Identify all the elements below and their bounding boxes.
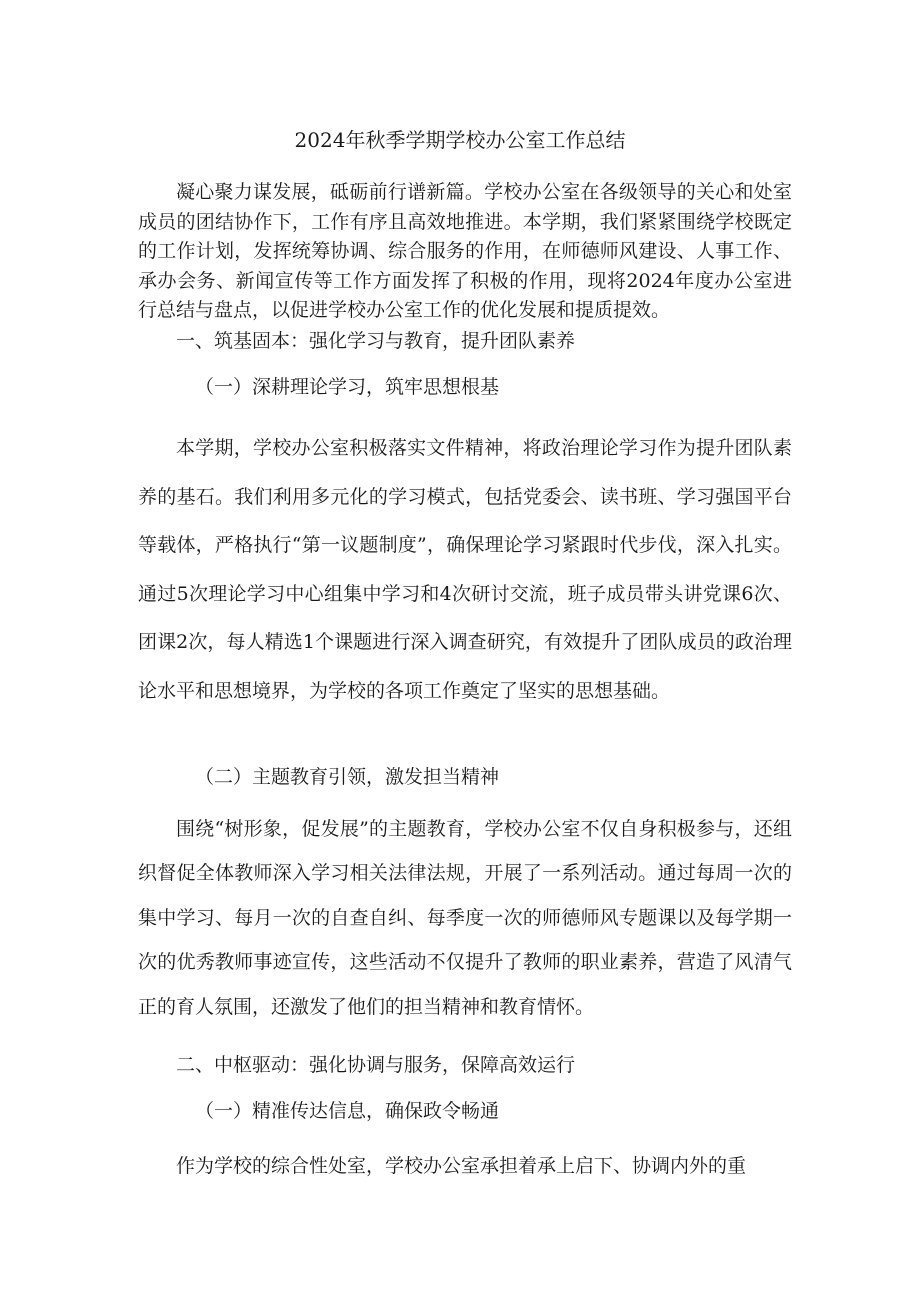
- section-2-heading: 二、中枢驱动：强化协调与服务，保障高效运行: [176, 1054, 576, 1076]
- section-2-1-heading: （一）精准传达信息，确保政令畅通: [195, 1100, 500, 1122]
- section-1-2-heading: （二）主题教育引领，激发担当精神: [195, 766, 500, 788]
- section-1-1-paragraph: 本学期，学校办公室积极落实文件精神，将政治理论学习作为提升团队素养的基石。我们利用多元化的学习模式，包括党委会、读书班、学习强国平台等载体，严格执行“第一议题制度”，确保理论学习紧跟时代步伐，深入扎实。通过5次理论学习中心组集中学习和4次研讨交流，班子成员带头讲党课6次、团课2次，每人精选1个课题进行深入调查研究，有效提升了团队成员的政治理论水平和思想境界，为学校的各项工作奠定了坚实的思想基础。: [138, 437, 792, 702]
- section-2-1-paragraph: 作为学校的综合性处室，学校办公室承担着承上启下、协调内外的重: [176, 1155, 747, 1177]
- intro-paragraph: 凝心聚力谋发展，砥砺前行谱新篇。学校办公室在各级领导的关心和处室成员的团结协作下，工作有序且高效地推进。本学期，我们紧紧围绕学校既定的工作计划，发挥统筹协调、综合服务的作用，在师德师风建设、人事工作、承办会务、新闻宣传等工作方面发挥了积极的作用，现将2024年度办公室进行总结与盘点，以促进学校办公室工作的优化发展和提质提效。: [138, 181, 792, 321]
- document-title: 2024年秋季学期学校办公室工作总结: [294, 128, 626, 152]
- section-1-1-heading: （一）深耕理论学习，筑牢思想根基: [195, 376, 500, 398]
- section-1-heading: 一、筑基固本：强化学习与教育，提升团队素养: [176, 330, 576, 352]
- section-1-2-paragraph: 围绕“树形象，促发展”的主题教育，学校办公室不仅自身积极参与，还组织督促全体教师深入学习相关法律法规，开展了一系列活动。通过每周一次的集中学习、每月一次的自查自纠、每季度一次的师德师风专题课以及每学期一次的优秀教师事迹宣传，这些活动不仅提升了教师的职业素养，营造了风清气正的育人氛围，还激发了他们的担当精神和教育情怀。: [138, 818, 792, 1018]
